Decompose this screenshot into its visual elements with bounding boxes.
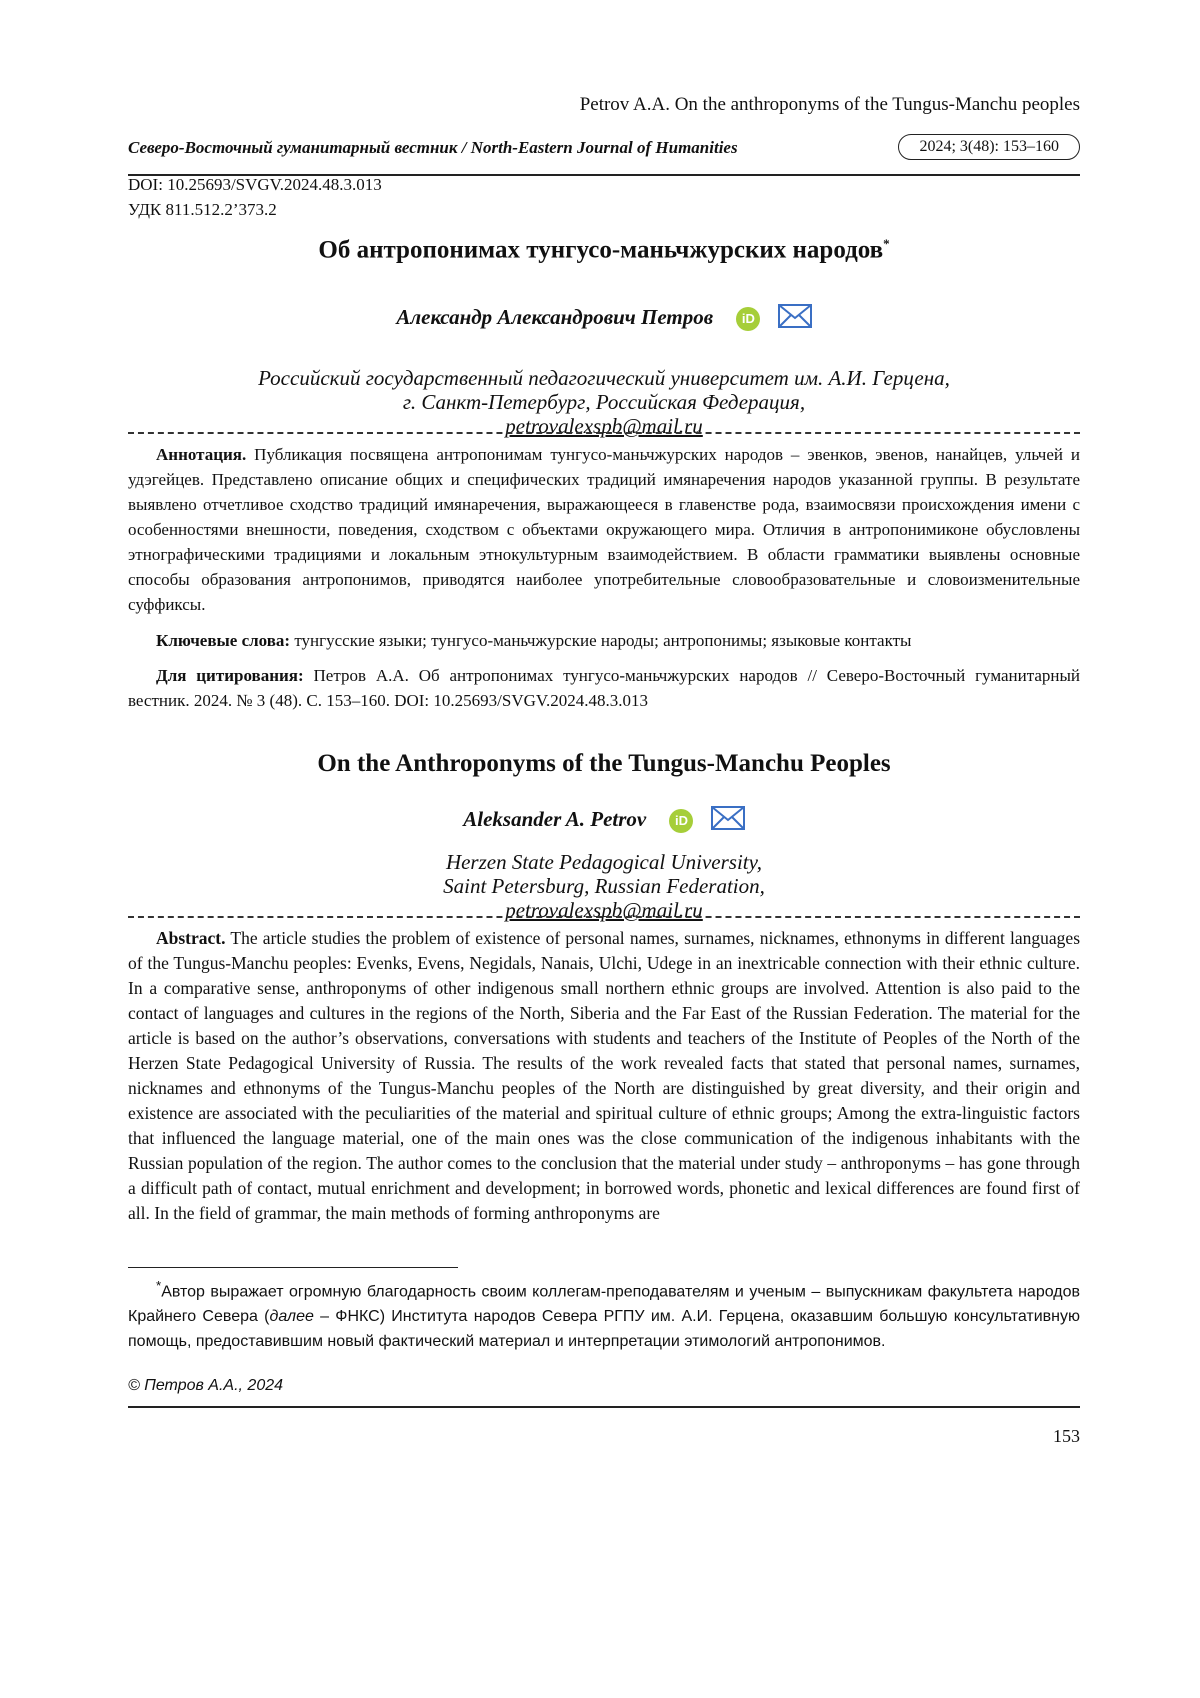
en-affiliation-line-1: Herzen State Pedagogical University, — [445, 850, 763, 874]
en-abstract-label: Abstract. — [156, 928, 226, 948]
ru-affiliation-line-2: г. Санкт-Петербург, Российская Федерация, — [402, 390, 806, 414]
orcid-icon[interactable]: iD — [736, 307, 760, 331]
copyright: © Петров А.А., 2024 — [128, 1377, 284, 1394]
page — [128, 0, 1080, 1698]
mail-icon[interactable] — [711, 806, 745, 836]
ru-affiliation — [128, 366, 1080, 438]
ru-abstract — [128, 442, 1080, 617]
en-affiliation-line-2: Saint Petersburg, Russian Federation, — [443, 874, 765, 898]
udk: УДК 811.512.2’373.2 — [128, 200, 277, 219]
en-abstract — [128, 926, 1080, 1254]
en-affiliation — [128, 850, 1080, 922]
en-dashed-separator — [128, 916, 1080, 918]
footnote-mark: * — [156, 1278, 162, 1293]
footnote-rule — [128, 1267, 458, 1268]
ru-affiliation-line-1: Российский государственный педагогический университет им. А.И. Герцена, — [258, 366, 950, 390]
ru-citation-text: Петров А.А. Об антропонимах тунгусо-маньчжурских народов // Северо-Восточный гуманитарный вестник. 2024. № 3 (48). С. 153–160. DOI: 10.25693/SVGV.2024.48.3.013 — [128, 666, 1081, 710]
ru-title — [128, 236, 1080, 264]
running-head: Petrov A.A. On the anthroponyms of the Tungus-Manchu peoples — [579, 94, 1080, 115]
ru-citation — [128, 663, 1080, 713]
ru-dashed-separator — [128, 432, 1080, 434]
en-author-row — [128, 806, 1080, 836]
ru-abstract-text: Публикация посвящена антропонимам тунгусо-маньчжурских народов – эвенков, эвенов, нанайцев, ульчей и удэгейцев. Представлено описание общих и специфических традиций имянаречения народов указанной группы. В результате выявлено отчетливое сходство традиций имянаречения, выражающееся в главенстве рода, взаимосвязи происхождения имени с особенностями внешности, поведения, сходством с объектами окружающего мира. Отличия в антропонимиконе обусловлены этнографическими традициями и локальным этнокультурным взаимодействием. В области грамматики выявлены основные способы образования антропонимов, приводятся наиболее употребительные словообразовательные и словоизменительные суффиксы. — [128, 445, 1080, 614]
mail-icon[interactable] — [778, 304, 812, 334]
orcid-icon[interactable]: iD — [669, 809, 693, 833]
ru-title-text: Об антропонимах тунгусо-маньчжурских народов — [318, 236, 884, 264]
ru-keywords-text: тунгусские языки; тунгусо-маньчжурские народы; антропонимы; языковые контакты — [294, 631, 912, 650]
footnote-marker: * — [883, 236, 890, 251]
footnote-text-1: Автор выражает огромную благодарность своим коллегам-преподавателям и ученым – выпускникам факультета народов Крайнего Севера ( — [128, 1283, 1080, 1326]
ru-abstract-label: Аннотация. — [156, 445, 247, 464]
ru-citation-label: Для цитирования: — [156, 666, 304, 685]
doi: DOI: 10.25693/SVGV.2024.48.3.013 — [128, 175, 382, 194]
ru-author-name: Александр Александрович Петров — [396, 304, 714, 329]
ru-keywords-label: Ключевые слова: — [156, 631, 291, 650]
journal-title: Северо-Восточный гуманитарный вестник / North-Eastern Journal of Humanities — [128, 138, 738, 157]
ru-email-link[interactable]: petrovalexspb@mail.ru — [505, 414, 703, 438]
ru-keywords — [128, 628, 1080, 653]
ru-author-row — [128, 304, 1080, 334]
page-number: 153 — [1053, 1426, 1080, 1446]
footnote-text-italic: далее — [269, 1308, 314, 1326]
issue-badge: 2024; 3(48): 153–160 — [898, 134, 1080, 160]
footnote-text-2: – ФНКС) Института народов Севера РГПУ им. А.И. Герцена, оказавшим большую консультативную помощь, предоставившим новый фактический материал и интерпретации этимологий антропонимов. — [128, 1308, 1080, 1351]
en-author-name: Aleksander A. Petrov — [463, 806, 647, 831]
footnote — [128, 1273, 1080, 1354]
en-abstract-text: The article studies the problem of existence of personal names, surnames, nicknames, ethnonyms in different languages of the Tungus-Manchu peoples: Evenks, Evens, Negidals, Nanais, Ulchi, Udege in an inextricable connection with their ethnic culture. In a comparative sense, anthroponyms of other indigenous small northern ethnic groups are involved. Attention is also paid to the contact of languages and cultures in the regions of the North, Siberia and the Far East of the Russian Federation. The material for the article is based on the author’s observations, conversations with students and teachers of the Institute of Peoples of the North of the Herzen State Pedagogical University of Russia. The results of the work revealed facts that stated that personal names, surnames, nicknames and ethnonyms of the Tungus-Manchu peoples of the North are distinguished by great diversity, and their origin and existence are associated with the peculiarities of the material and spiritual culture of ethnic groups; Among the extra-linguistic factors that influenced the language material, one of the main ones was the close communication of the indigenous inhabitants with the Russian population of the region. The author comes to the conclusion that the material under study – anthroponyms – has gone through a difficult path of contact, mutual enrichment and development; in borrowed words, phonetic and lexical differences are found first of all. In the field of grammar, the main methods of forming anthroponyms are — [128, 928, 1080, 1223]
en-email-link[interactable]: petrovalexspb@mail.ru — [505, 898, 703, 922]
en-title: On the Anthroponyms of the Tungus-Manchu Peoples — [317, 750, 891, 777]
journal-header — [128, 134, 1080, 176]
bottom-rule — [128, 1406, 1080, 1408]
